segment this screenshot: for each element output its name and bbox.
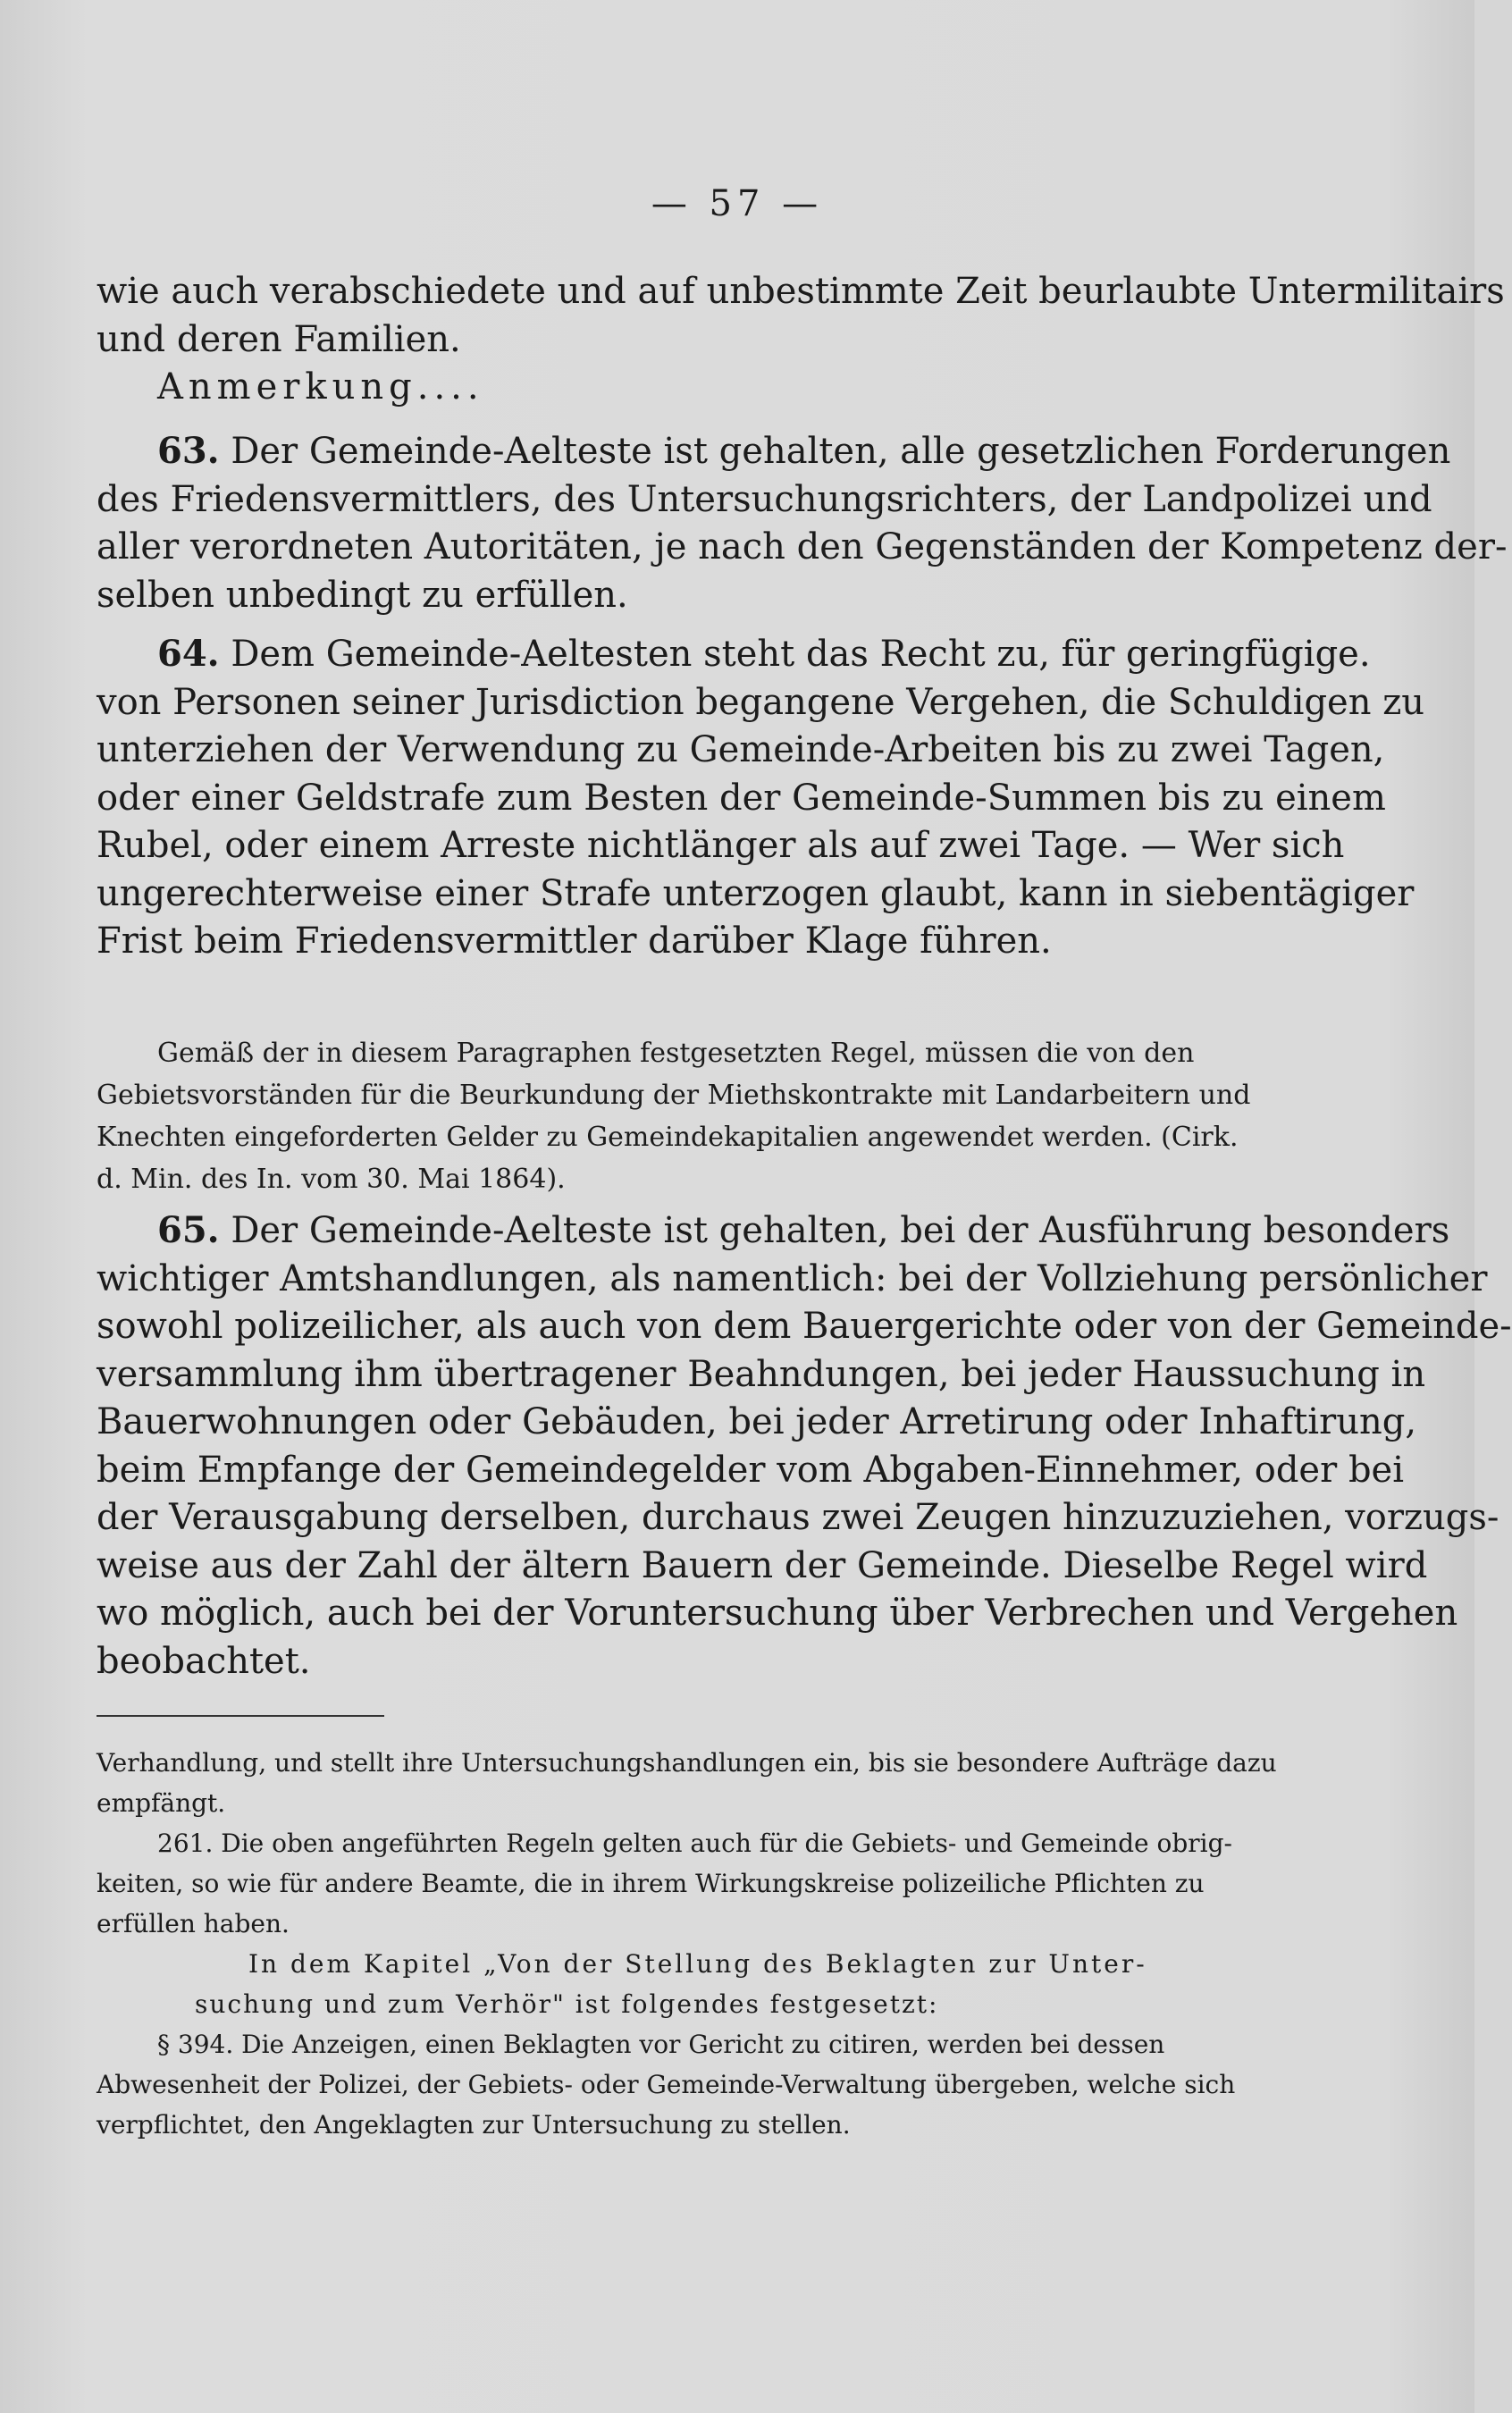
remark-heading: Anmerkung....	[157, 366, 484, 408]
text-line: sowohl polizeilicher, als auch von dem Bauergerichte oder von der Gemeinde-	[97, 1306, 1512, 1347]
text-line: oder einer Geldstrafe zum Besten der Gemeinde-Summen bis zu einem	[97, 777, 1386, 819]
text-line: weise aus der Zahl der ältern Bauern der Gemeinde. Dieselbe Regel wird	[97, 1544, 1428, 1586]
page-number: — 57 —	[651, 183, 824, 224]
text-line: aller verordneten Autoritäten, je nach den Gegenständen der Kompetenz der-	[97, 526, 1508, 568]
text-line: unterziehen der Verwendung zu Gemeinde-Arbeiten bis zu zwei Tagen,	[97, 729, 1385, 770]
footnote-line: § 394. Die Anzeigen, einen Beklagten vor Gericht zu citiren, werden bei dessen	[157, 2030, 1165, 2059]
note-line: d. Min. des In. vom 30. Mai 1864).	[97, 1164, 566, 1195]
footnote-line: In dem Kapitel „Von der Stellung des Beklagten zur Unter-	[248, 1949, 1147, 1979]
text-line: des Friedensvermittlers, des Untersuchungsrichters, der Landpolizei und	[97, 478, 1432, 520]
text-line: beobachtet.	[97, 1640, 311, 1682]
text-line: beim Empfange der Gemeindegelder vom Abgaben-Einnehmer, oder bei	[97, 1449, 1405, 1491]
section-number: 64.	[157, 633, 220, 675]
note-line: Gemäß der in diesem Paragraphen festgesetzten Regel, müssen die von den	[157, 1038, 1195, 1069]
text-line: versammlung ihm übertragener Beahndungen, bei jeder Haussuchung in	[97, 1353, 1426, 1395]
footnote-line: erfüllen haben.	[97, 1909, 290, 1938]
section-number: 63.	[157, 430, 220, 472]
text-line: wichtiger Amtshandlungen, als namentlich: bei der Vollziehung persönlicher	[97, 1257, 1488, 1299]
section-number: 65.	[157, 1209, 220, 1251]
note-block	[97, 1032, 1251, 1200]
footnote-line: Abwesenheit der Polizei, der Gebiets- oder Gemeinde-Verwaltung übergeben, welche sich	[97, 2070, 1236, 2099]
text-line: wie auch verabschiedete und auf unbestimmte Zeit beurlaubte Untermilitairs	[97, 271, 1505, 312]
footnote-line: verpflichtet, den Angeklagten zur Untersuchung zu stellen.	[97, 2110, 851, 2140]
footnote-line: 261. Die oben angeführten Regeln gelten auch für die Gebiets- und Gemeinde obrig-	[157, 1829, 1233, 1858]
text-line: Der Gemeinde-Aelteste ist gehalten, alle gesetzlichen Forderungen	[231, 431, 1451, 472]
text-line: Rubel, oder einem Arreste nichtlänger als auf zwei Tage. — Wer sich	[97, 825, 1345, 866]
section-65	[97, 1206, 1512, 1686]
text-line: Bauerwohnungen oder Gebäuden, bei jeder Arretirung oder Inhaftirung,	[97, 1401, 1417, 1442]
text-line: selben unbedingt zu erfüllen.	[97, 574, 628, 616]
text-line: und deren Familien.	[97, 318, 461, 360]
section-64	[97, 630, 1425, 966]
footnote-divider	[97, 1715, 384, 1717]
footnotes	[97, 1743, 1277, 2145]
footnote-line: suchung und zum Verhör" ist folgendes festgesetzt:	[195, 1989, 939, 2019]
text-line: wo möglich, auch bei der Voruntersuchung über Verbrechen und Vergehen	[97, 1593, 1458, 1634]
footnote-line: Verhandlung, und stellt ihre Untersuchungshandlungen ein, bis sie besondere Aufträge dazu	[97, 1748, 1277, 1778]
section-63	[97, 427, 1508, 619]
intro-text	[97, 268, 1505, 412]
text-line: von Personen seiner Jurisdiction begangene Vergehen, die Schuldigen zu	[97, 681, 1425, 723]
text-line: Dem Gemeinde-Aeltesten steht das Recht zu, für geringfügige.	[231, 634, 1371, 675]
footnote-line: keiten, so wie für andere Beamte, die in ihrem Wirkungskreise polizeiliche Pflichten zu	[97, 1869, 1205, 1898]
footnote-line: empfängt.	[97, 1788, 226, 1818]
text-line: ungerechterweise einer Strafe unterzogen glaubt, kann in siebentägiger	[97, 872, 1415, 914]
text-line: der Verausgabung derselben, durchaus zwei Zeugen hinzuzuziehen, vorzugs-	[97, 1497, 1499, 1538]
text-line: Der Gemeinde-Aelteste ist gehalten, bei der Ausführung besonders	[231, 1210, 1450, 1251]
note-line: Gebietsvorständen für die Beurkundung der Miethskontrakte mit Landarbeitern und	[97, 1080, 1251, 1111]
text-line: Frist beim Friedensvermittler darüber Klage führen.	[97, 921, 1052, 962]
note-line: Knechten eingeforderten Gelder zu Gemeindekapitalien angewendet werden. (Cirk.	[97, 1122, 1239, 1153]
